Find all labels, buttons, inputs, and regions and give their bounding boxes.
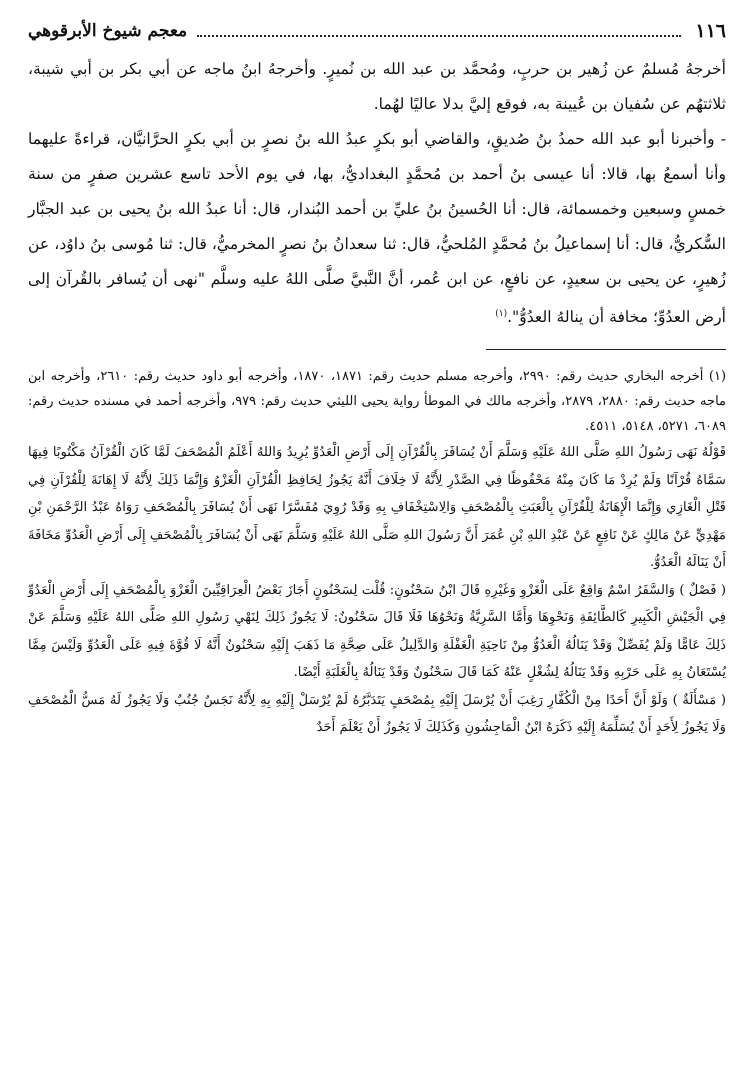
paragraph-text: - وأخبرنا أبو عبد الله حمدُ بنُ صُديقٍ، والقاضي أبو بكرٍ عبدُ الله بنُ نصرٍ بن أبي بكرٍ الحرَّانيَّان، قراءةً عليهما وأنا أسمعُ بها، قالا: أنا عيسى بنُ أحمد بن مُحمَّدٍ البغداديُّ، بها، في يوم الأحد تاسع عشرين صفرٍ من سنة خمسٍ وسبعين وخمسمائة، قال: أنا الحُسينُ بنُ عليِّ بن أحمد البُندار، قال: أنا عبدُ الله بنُ يحيى بن عبد الجبَّار السُّكريُّ، قال: أنا إسماعيلُ بنُ مُحمَّدٍ المُلحيُّ، قال: ثنا سعدانُ بنُ نصرٍ المخرميُّ، قال: ثنا مُوسى بنُ داوُد، عن زُهيرٍ، عن يحيى بن سعيدٍ، عن نافعٍ، عن ابن عُمر، أنَّ النَّبيَّ صلَّى اللهُ عليه وسلَّم "نهى أن يُسافر بالقُرآن إلى أرض العدُوِّ؛ مخافة أن ينالهُ العدُوُّ". — [28, 130, 726, 327]
footnote-separator — [486, 349, 726, 350]
running-header — [28, 14, 726, 48]
footnote-marker: (١) — [495, 309, 508, 319]
paragraph: أخرجهُ مُسلمٌ عن زُهير بن حربٍ، ومُحمَّد بن عبد الله بن نُميرٍ. وأخرجهُ ابنُ ماجه عن أبي بكر بن أبي شيبة، ثلاثتهُم عن سُفيان بن عُيينة به، فوقع إليَّ بدلا عاليًا لهُما. — [28, 60, 726, 113]
main-text — [28, 52, 726, 335]
paragraph — [28, 122, 726, 335]
commentary — [28, 439, 726, 742]
commentary-paragraph: قَوْلُهُ نَهَى رَسُولُ اللهِ صَلَّى اللهُ عَلَيْهِ وَسَلَّمَ أَنْ يُسَافَرَ بِالْقُرْآنِ إِلَى أَرْضِ الْعَدُوِّ يُرِيدُ وَاللهُ أَعْلَمُ الْمُصْحَفَ لَمَّا كَانَ الْقُرْآنُ مَكْتُوبًا فِيهَا سَمَّاهُ قُرْآنًا وَلَمْ يُرِدْ مَا كَانَ مِنْهُ مَحْفُوظًا فِي الصَّدْرِ لِأَنَّهُ لَا خِلَافَ أَنَّهُ يَجُوزُ لِحَافِظِ الْقُرْآنِ الْغَزْوُ وَإِنَّمَا ذَلِكَ لِأَنَّهُ لَا إِهَانَةَ لِلْقُرْآنِ فِي قَتْلِ الْغَازِي وَإِنَّمَا الْإِهَانَةُ لِلْقُرْآنِ بِالْعَبَثِ بِالْمُصْحَفِ وَالِاسْتِخْفَافِ بِهِ وَقَدْ رُوِيَ مُفَسَّرًا نَهَى أَنْ يُسَافَرَ بِالْمُصْحَفِ رَوَاهُ عَبْدُ الرَّحْمَنِ بْنِ مَهْدِيٍّ عَنْ مَالِكٍ عَنْ نَافِعٍ عَنْ عَبْدِ اللهِ بْنِ عُمَرَ أَنَّ رَسُولَ اللهِ صَلَّى اللهُ عَلَيْهِ وَسَلَّمَ نَهَى أَنْ يُسَافَرَ بِالْمُصْحَفِ إِلَى أَرْضِ الْعَدُوِّ مَخَافَةَ أَنْ يَنَالَهُ الْعَدُوُّ. — [28, 445, 726, 571]
page-number: ١١٦ — [695, 20, 726, 42]
header-dot-leader — [197, 25, 681, 37]
footnote: (١) أخرجه البخاري حديث رقم: ٢٩٩٠، وأخرجه مسلم حديث رقم: ١٨٧١، ١٨٧٠، وأخرجه أبو داود حديث رقم: ٢٦١٠، وأخرجه ابن ماجه حديث رقم: ٢٨٨٠، ٢٨٧٩، وأخرجه مالك في الموطأ رواية يحيى الليثي حديث رقم: ٩٧٩، وأخرجه أحمد في مسنده حديث رقم: ٦٠٨٩، ٥٢٧١، ٥١٤٨، ٤٥١١. — [28, 369, 727, 435]
book-title: معجم شيوخ الأبرقوهي — [28, 21, 188, 41]
commentary-paragraph: ( فَصْلٌ ) وَالسَّفَرُ اسْمٌ وَاقِعٌ عَلَى الْغَزْوِ وَغَيْرِهِ قَالَ ابْنُ سَحْنُونٍ: قُلْت لِسَحْنُونٍ أَجَازَ بَعْضُ الْعِرَاقِيِّينَ الْغَزْوَ بِالْمُصْحَفِ إِلَى أَرْضِ الْعَدُوِّ فِي الْجَيْشِ الْكَبِيرِ كَالطَّائِفَةِ وَنَحْوِهَا وَأَمَّا السَّرِيَّةُ وَنَحْوُهَا فَلَا قَالَ سَحْنُونٌ: لَا يَجُوزُ ذَلِكَ لِنَهْيِ رَسُولِ اللهِ صَلَّى اللهُ عَلَيْهِ وَسَلَّمَ عَنْ ذَلِكَ عَامًّا وَلَمْ يُفَصِّلْ وَقَدْ يَنَالُهُ الْعَدُوُّ مِنْ نَاحِيَةِ الْغَفْلَةِ وَالدَّلِيلُ عَلَى صِحَّةِ مَا ذَهَبَ إِلَيْهِ سَحْنُونٌ أَنَّهُ لَا قُوَّةَ فِيهِ عَلَى الْعَدُوِّ وَلَيْسَ مِمَّا يُسْتَعَانُ بِهِ عَلَى حَرْبِهِ وَقَدْ يَنَالُهُ لِشُغْلٍ عَنْهُ كَمَا قَالَ سَحْنُونٌ وَقَدْ يَنَالُهُ بِالْغَلَبَةِ أَيْضًا. — [28, 582, 726, 681]
commentary-paragraph: ( مَسْأَلَةٌ ) وَلَوْ أَنَّ أَحَدًا مِنْ الْكُفَّارِ رَغِبَ أَنْ يُرْسَلَ إِلَيْهِ بِمُصْحَفٍ يَتَدَبَّرُهُ لَمْ يُرْسَلْ إِلَيْهِ بِهِ لِأَنَّهُ نَجَسٌ جُنُبٌ وَلَا يَجُوزُ لَهُ مَسُّ الْمُصْحَفِ وَلَا يَجُوزُ لِأَحَدٍ أَنْ يُسَلِّمَهُ إِلَيْهِ ذَكَرَهُ ابْنُ الْمَاجِشُونِ وَكَذَلِكَ لَا يَجُوزُ أَنْ يَعْلَمَ أَحَدٌ — [28, 692, 726, 736]
